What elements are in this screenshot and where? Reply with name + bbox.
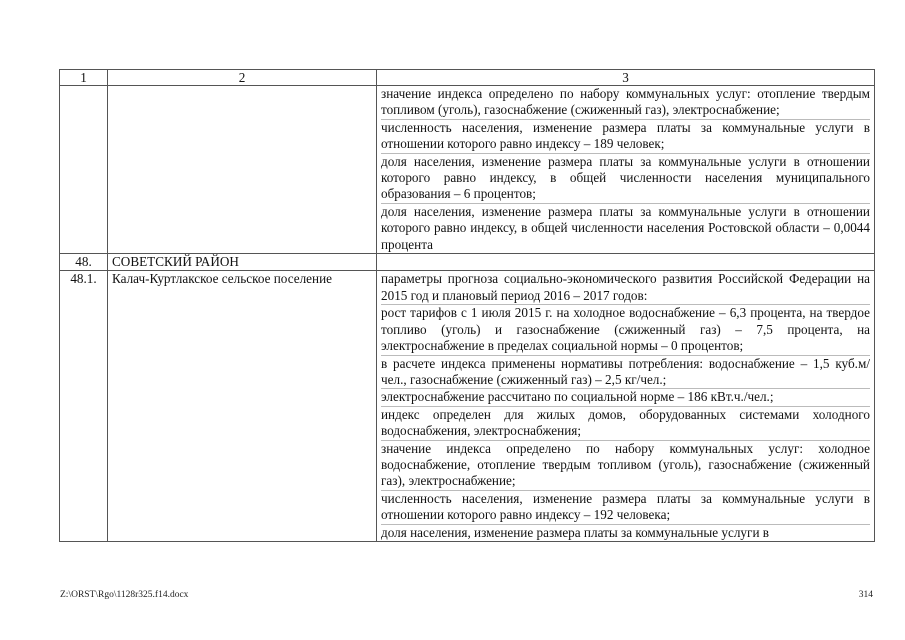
- paragraph: параметры прогноза социально-экономического развития Российской Федерации на 2015 год и плановый период 2016 – 2017 годов:: [381, 271, 870, 303]
- paragraph: численность населения, изменение размера платы за коммунальные услуги в отношении которого равно индексу – 192 человека;: [381, 490, 870, 523]
- paragraph: значение индекса определено по набору коммунальных услуг: отопление твердым топливом (уголь), газоснабжение (сжиженный газ), электроснабжение;: [381, 86, 870, 118]
- data-table: [59, 69, 875, 542]
- paragraph: электроснабжение рассчитано по социальной норме – 186 кВт.ч./чел.;: [381, 388, 870, 405]
- paragraph: численность населения, изменение размера платы за коммунальные услуги в отношении которого равно индексу – 189 человек;: [381, 119, 870, 152]
- footer-page-number: 314: [858, 590, 873, 600]
- settlement-name: Калач-Куртлакское сельское поселение: [108, 271, 377, 541]
- district-description-cell: [377, 254, 875, 271]
- district-name: СОВЕТСКИЙ РАЙОН: [108, 254, 377, 271]
- row-description-cell: [377, 271, 875, 541]
- header-col-3: 3: [377, 70, 875, 86]
- footer-file-path: Z:\ORST\Rgo\1128r325.f14.docx: [60, 590, 189, 600]
- row-number-cell: [60, 86, 108, 254]
- paragraph: в расчете индекса применены нормативы потребления: водоснабжение – 1,5 куб.м/чел., газоснабжение (сжиженный газ) – 2,5 кг/чел.;: [381, 355, 870, 387]
- paragraph: рост тарифов с 1 июля 2015 г. на холодное водоснабжение – 6,3 процента, на твердое топливо (уголь) и газоснабжение (сжиженный газ) – 7,5 процента, на электроснабжение в пределах социальной нормы – 0 процентов;: [381, 305, 870, 354]
- table-row-48-1: [60, 271, 875, 541]
- row-number: 48.1.: [60, 271, 108, 541]
- paragraph: доля населения, изменение размера платы за коммунальные услуги в отношении которого равно индексу, в общей численности населения Ростовской области – 0,0044 процента: [381, 203, 870, 252]
- paragraph: доля населения, изменение размера платы за коммунальные услуги в отношении которого равно индексу, в общей численности населения муниципального образования – 6 процентов;: [381, 153, 870, 202]
- paragraph: значение индекса определено по набору коммунальных услуг: холодное водоснабжение, отопление твердым топливом (уголь), газоснабжение (сжиженный газ), электроснабжение;: [381, 440, 870, 489]
- paragraph: индекс определен для жилых домов, оборудованных системами холодного водоснабжения, электроснабжения;: [381, 406, 870, 439]
- table-row-district: [60, 254, 875, 271]
- district-number: 48.: [60, 254, 108, 271]
- header-col-2: 2: [108, 70, 377, 86]
- header-col-1: 1: [60, 70, 108, 86]
- paragraph: доля населения, изменение размера платы за коммунальные услуги в: [381, 524, 870, 541]
- table-row-continuation: [60, 86, 875, 254]
- row-description-cell: [377, 86, 875, 254]
- table-header-row: [60, 70, 875, 86]
- row-name-cell: [108, 86, 377, 254]
